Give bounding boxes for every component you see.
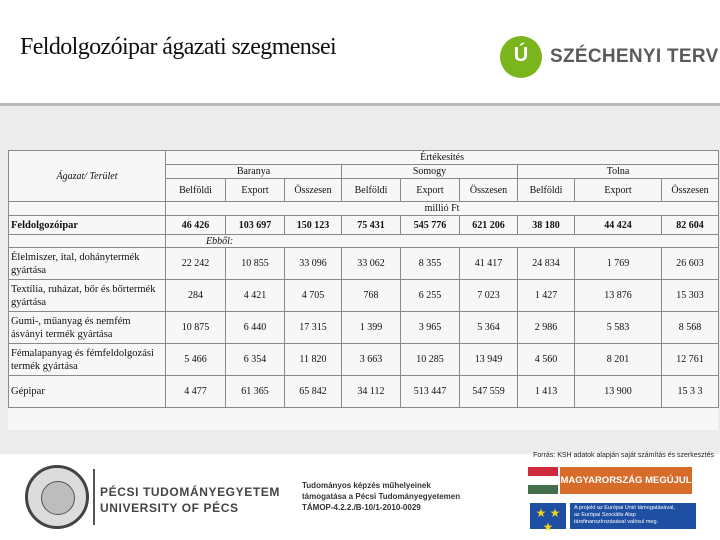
table-cell: 41 417 <box>460 248 518 280</box>
table-cell: 82 604 <box>662 216 719 235</box>
table-cell: 13 876 <box>575 280 662 312</box>
table-cell: 545 776 <box>401 216 460 235</box>
table-cell: 33 096 <box>285 248 342 280</box>
table-cell: 75 431 <box>342 216 401 235</box>
table-cell: 6 255 <box>401 280 460 312</box>
row-label: Fémalapanyag és fémfeldolgozási termék gyártása <box>9 344 166 376</box>
table-cell: 621 206 <box>460 216 518 235</box>
eu-support-note <box>570 503 696 529</box>
table-row <box>9 280 719 312</box>
subheader: Összesen <box>460 179 518 202</box>
table-cell: 513 447 <box>401 376 460 408</box>
table-cell: 8 355 <box>401 248 460 280</box>
table-cell: 24 834 <box>518 248 575 280</box>
sales-table <box>8 150 719 408</box>
table-cell: 4 705 <box>285 280 342 312</box>
subheader: Összesen <box>662 179 719 202</box>
table-cell: 10 285 <box>401 344 460 376</box>
table-cell: 4 421 <box>226 280 285 312</box>
szechenyi-logo-mark <box>500 36 542 78</box>
project-line: támogatása a Pécsi Tudományegyetemen <box>302 492 461 501</box>
table-cell: 65 842 <box>285 376 342 408</box>
table-cell: 284 <box>166 280 226 312</box>
eu-line: társfinanszírozásával valósul meg. <box>574 519 659 525</box>
hungarian-flag-icon <box>528 467 558 494</box>
row-label: Textília, ruházat, bőr és bőrtermék gyártása <box>9 280 166 312</box>
data-table-wrap <box>8 150 718 430</box>
table-cell: 13 949 <box>460 344 518 376</box>
table-cell: 44 424 <box>575 216 662 235</box>
table-cell: 46 426 <box>166 216 226 235</box>
table-cell: 15 303 <box>662 280 719 312</box>
table-cell: 11 820 <box>285 344 342 376</box>
table-cell: 15 3 3 <box>662 376 719 408</box>
table-cell: 8 201 <box>575 344 662 376</box>
table-cell: 6 354 <box>226 344 285 376</box>
table-row <box>9 376 719 408</box>
project-line: Tudományos képzés műhelyeinek <box>302 481 431 490</box>
table-cell: 8 568 <box>662 312 719 344</box>
top-header: Értékesítés <box>166 151 719 165</box>
footer-divider <box>93 469 95 525</box>
subheader: Összesen <box>285 179 342 202</box>
row-label: Élelmiszer, ital, dohánytermék gyártása <box>9 248 166 280</box>
table-cell: 1 427 <box>518 280 575 312</box>
seal-center <box>41 481 75 515</box>
table-cell: 4 477 <box>166 376 226 408</box>
table-cell: 4 560 <box>518 344 575 376</box>
logo-text: SZÉCHENYI TERV <box>550 46 719 67</box>
table-cell: 17 315 <box>285 312 342 344</box>
table-cell: 103 697 <box>226 216 285 235</box>
university-name-en: UNIVERSITY OF PÉCS <box>100 501 239 515</box>
subheader: Export <box>575 179 662 202</box>
project-info <box>302 480 460 513</box>
table-cell: 547 559 <box>460 376 518 408</box>
region-header: Tolna <box>518 165 719 179</box>
subheader: Export <box>401 179 460 202</box>
eu-flag-icon: ★ ★ ★ <box>530 503 566 529</box>
szechenyi-terv-logo <box>500 36 719 82</box>
table-cell: 12 761 <box>662 344 719 376</box>
university-seal <box>25 465 89 529</box>
magyarorszag-megujul-banner: MAGYARORSZÁG MEGÚJUL <box>560 467 692 494</box>
corner-label: Ágazat/ Terület <box>9 151 166 202</box>
university-name: PÉCSI TUDOMÁNYEGYETEM <box>100 485 280 499</box>
table-cell: 26 603 <box>662 248 719 280</box>
table-cell: 13 900 <box>575 376 662 408</box>
slide-footer <box>0 463 720 540</box>
table-cell: 34 112 <box>342 376 401 408</box>
table-cell: 6 440 <box>226 312 285 344</box>
slide-title: Feldolgozóipar ágazati szegmensei <box>20 34 337 60</box>
table-row <box>9 248 719 280</box>
table-cell: 768 <box>342 280 401 312</box>
source-note: Forrás: KSH adatok alapján saját számítás és szerkesztés <box>533 452 714 459</box>
table-cell: 7 023 <box>460 280 518 312</box>
region-header: Somogy <box>342 165 518 179</box>
table-cell: 61 365 <box>226 376 285 408</box>
table-cell: 33 062 <box>342 248 401 280</box>
ebbol-spacer <box>9 235 166 248</box>
table-cell: 5 583 <box>575 312 662 344</box>
subheader: Belföldi <box>518 179 575 202</box>
table-cell: 38 180 <box>518 216 575 235</box>
row-label: Gumi-, műanyag és nemfém ásványi termék gyártása <box>9 312 166 344</box>
subheader: Belföldi <box>342 179 401 202</box>
unit-spacer <box>9 202 166 216</box>
table-cell: 5 466 <box>166 344 226 376</box>
region-header: Baranya <box>166 165 342 179</box>
eu-line: A projekt az Európai Unió támogatásával, <box>574 505 675 511</box>
table-cell: 3 965 <box>401 312 460 344</box>
row-label: Gépipar <box>9 376 166 408</box>
table-cell: 5 364 <box>460 312 518 344</box>
ebbol-label: Ebből: <box>166 235 719 248</box>
eu-line: az Európai Szociális Alap <box>574 512 636 518</box>
table-cell: 2 986 <box>518 312 575 344</box>
slide-header <box>0 0 720 106</box>
table-cell: 1 769 <box>575 248 662 280</box>
table-cell: 10 875 <box>166 312 226 344</box>
unit-label: millió Ft <box>166 202 719 216</box>
slide-content <box>0 106 720 454</box>
table-cell: 150 123 <box>285 216 342 235</box>
row-label: Feldolgozóipar <box>9 216 166 235</box>
subheader: Belföldi <box>166 179 226 202</box>
table-cell: 1 399 <box>342 312 401 344</box>
table-cell: 3 663 <box>342 344 401 376</box>
logo-mark-letter: Ú <box>513 44 529 66</box>
table-cell: 22 242 <box>166 248 226 280</box>
table-cell: 10 855 <box>226 248 285 280</box>
table-row <box>9 344 719 376</box>
project-line: TÁMOP-4.2.2./B-10/1-2010-0029 <box>302 503 421 512</box>
subheader: Export <box>226 179 285 202</box>
table-row <box>9 312 719 344</box>
table-cell: 1 413 <box>518 376 575 408</box>
table-row <box>9 216 719 235</box>
